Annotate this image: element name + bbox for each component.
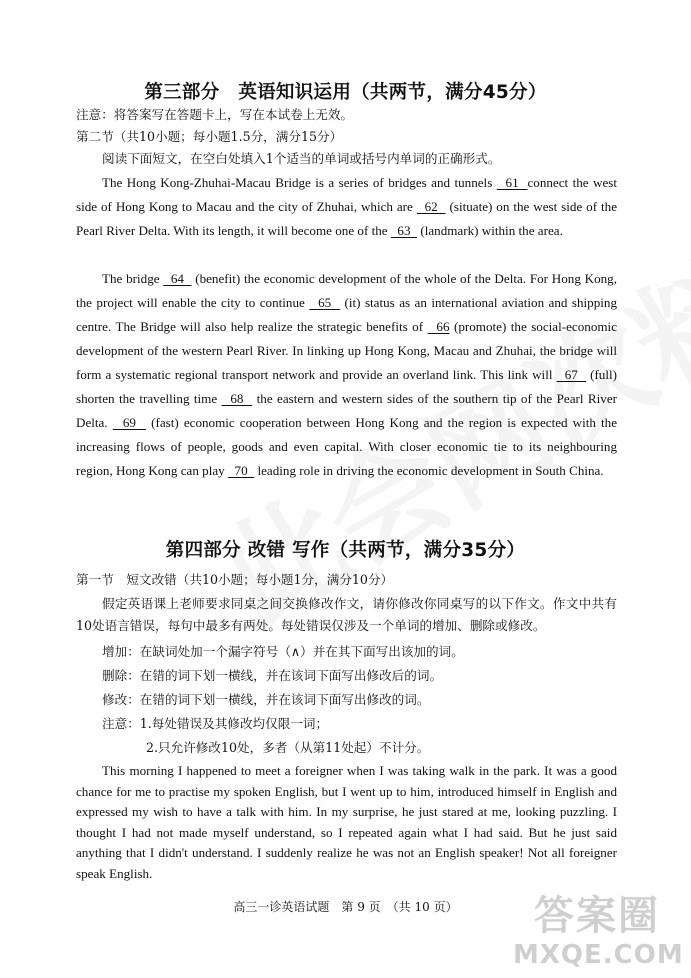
rule-delete: 删除：在错的词下划一横线，并在该词下面写出修改后的词。 — [102, 668, 443, 683]
passage-paragraph-2: The bridge 64 (benefit) the economic development of the whole of the Delta. For Hong Kong, the project will enable the city to continue 65 (it) status as an international aviation and shipping centre. The Bridge will also help realize the strategic benefits of 66 (promote) the social-economic development of the western Pearl River. In linking up Hong Kong, Macau and Zhuhai, the bridge will form a systematic regional transport network and provide an overland link. This link will 67 (full) shorten the travelling time 68 the eastern and western sides of the southern tip of the Pearl River Delta. 69 (fast) economic cooperation between Hong Kong and the region is expected with the increasing flows of people, goods and even capital. With closer economic tie to its neighbouring region, Hong Kong can play 70 leading role in driving the economic development in South China. — [76, 271, 618, 478]
page-footer: 高三一诊英语试题 第 9 页 （共 10 页） — [233, 900, 458, 914]
rule-add: 增加：在缺词处加一个漏字符号（∧）并在其下面写出该加的词。 — [102, 644, 464, 659]
section3-subsection: 第二节（共10小题；每小题1.5分，满分15分） — [76, 129, 343, 144]
logo-text-top: 答案圈 — [534, 893, 660, 939]
blank-69: 69 — [112, 415, 147, 430]
blank-64: 64 — [163, 271, 192, 286]
blank-67: 67 — [556, 367, 586, 382]
section4-title: 第四部分 改错 写作（共两节，满分35分） — [165, 540, 526, 561]
note-1: 注意：1.每处错误及其修改均仅限一词； — [102, 716, 329, 731]
site-logo — [513, 884, 684, 970]
blank-63: 63 — [390, 222, 418, 238]
passage-paragraph-1: The Hong Kong-Zhuhai-Macau Bridge is a series of bridges and tunnels 61 connect the west side of Hong Kong to Macau and the city of Zhuhai, which are 62 (situate) on the west side of the Pearl River Delta. With its length, it will become one of the 63 (landmark) within the area. — [76, 175, 618, 238]
blank-70: 70 — [228, 463, 255, 478]
logo-text-bottom: MXQE.COM — [513, 940, 684, 970]
section3-title: 第三部分 英语知识运用（共两节，满分45分） — [144, 82, 547, 103]
error-correction-passage: This morning I happened to meet a foreigner when I was taking walk in the park. It was a good chance for me to practise my spoken English, but I went up to him, introduced himself in English and expressed my wish to have a talk with him. In my surprise, he just stared at me, looking puzzling. I thought I had not made myself understand, so I repeated again what I had said. But he just said anything that I didn't understand. I suddenly realize he was not an English speaker! Not all foreigner speak English. — [76, 763, 617, 881]
section4-subsection: 第一节 短文改错（共10小题；每小题1分，满分10分） — [76, 572, 394, 587]
blank-65: 65 — [309, 295, 341, 310]
note-2: 2.只允许修改10处，多者（从第11处起）不计分。 — [146, 740, 430, 755]
section3-note: 注意：将答案写在答题卡上，写在本试卷上无效。 — [76, 107, 354, 122]
blank-61: 61 — [496, 175, 528, 190]
rule-modify: 修改：在错的词下划一横线，并在该词下面写出修改的词。 — [102, 692, 430, 707]
section4-instruction: 假定英语课上老师要求同桌之间交换修改作文，请你修改你同桌写的以下作文。作文中共有10处语言错误，每句中最多有两处。每处错误仅涉及一个单词的增加、删除或修改。 — [76, 596, 617, 633]
blank-66: 66 — [427, 319, 450, 334]
blank-68: 68 — [221, 391, 253, 406]
blank-62: 62 — [416, 198, 446, 214]
section3-instruction: 阅读下面短文，在空白处填入1个适当的单词或括号内单词的正确形式。 — [102, 151, 501, 166]
